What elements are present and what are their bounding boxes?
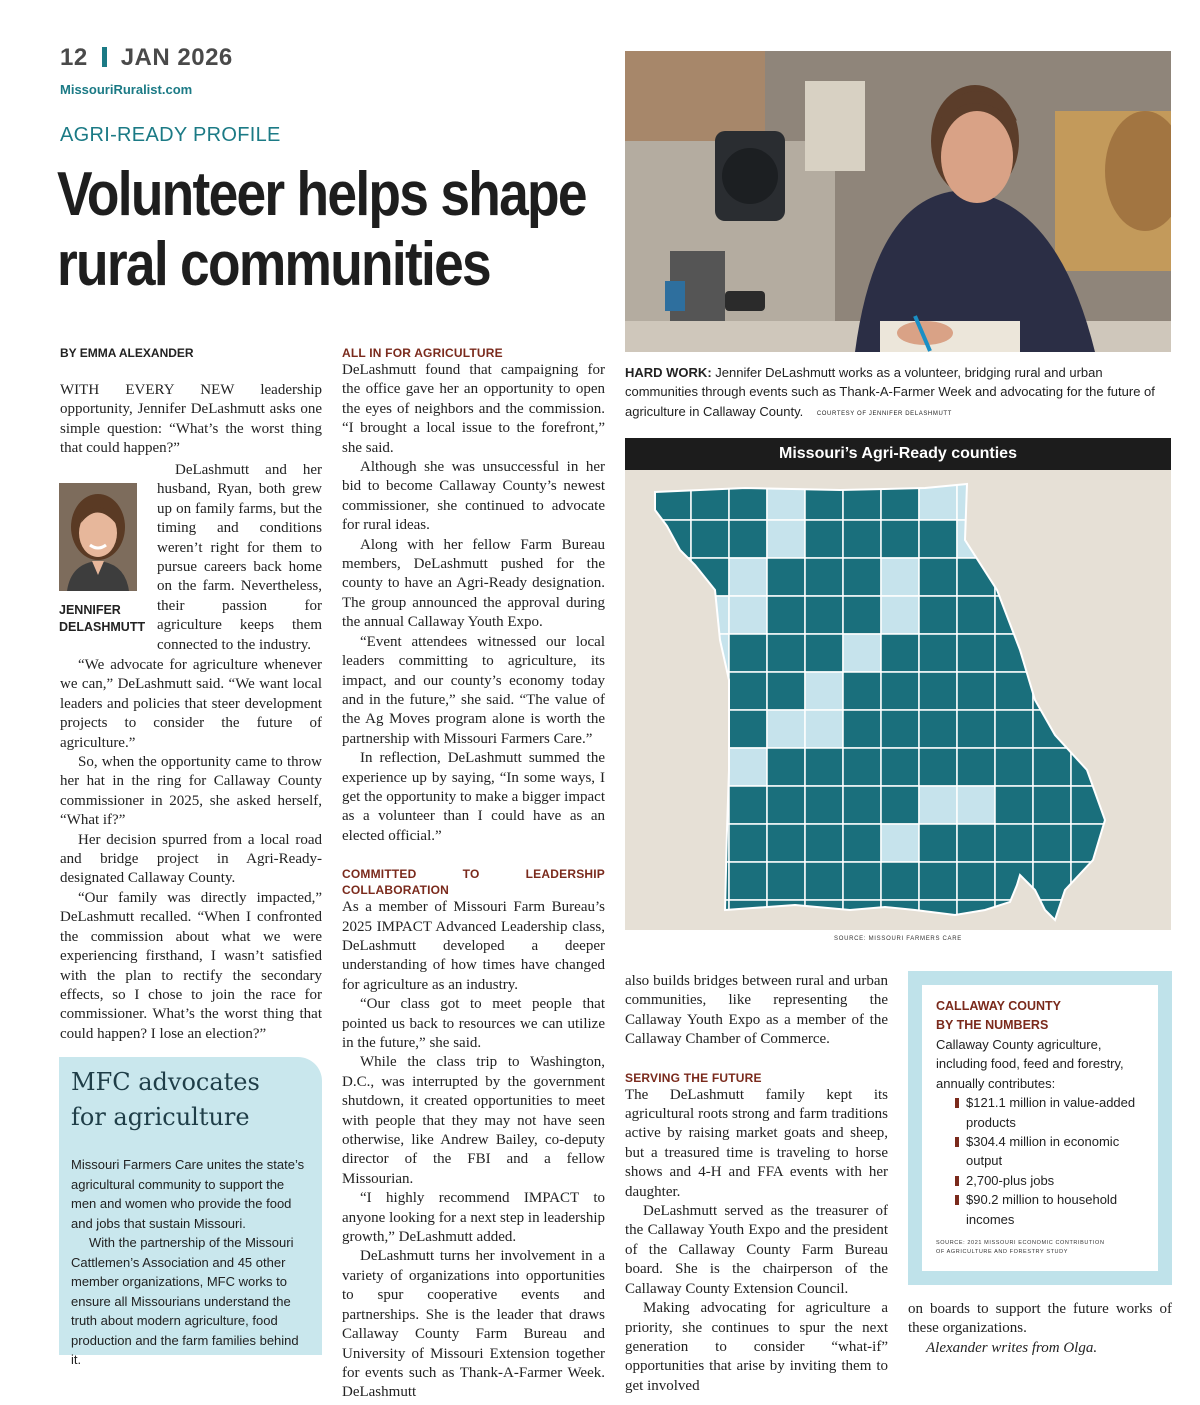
numbers-item — [936, 1132, 1146, 1171]
numbers-source-line-1: SOURCE: 2021 MISSOURI ECONOMIC CONTRIBUTION — [936, 1240, 1105, 1247]
numbers-intro: Callaway County agriculture, including food, feed and forestry, annually contributes: — [936, 1037, 1124, 1091]
article-column-1-wrap — [157, 461, 322, 655]
byline: BY EMMA ALEXANDER — [60, 346, 194, 360]
county-other — [995, 520, 1033, 558]
numbers-item-text: $304.4 million in economic output — [966, 1134, 1120, 1169]
county-agri-ready — [691, 862, 729, 900]
bullet-icon — [955, 1098, 959, 1108]
county-agri-ready — [691, 900, 729, 930]
feature-photo — [625, 51, 1171, 352]
caption-text: Jennifer DeLashmutt works as a volunteer, bridging rural and urban communities through events such as Thank-A-Farmer Week and advocating for the future of agriculture in Callaway County. — [625, 365, 1155, 419]
county-agri-ready — [843, 900, 881, 930]
missouri-map — [625, 470, 1171, 930]
county-agri-ready — [1033, 900, 1071, 930]
county-agri-ready — [767, 672, 805, 710]
county-other — [805, 672, 843, 710]
county-other — [843, 634, 881, 672]
county-agri-ready — [843, 672, 881, 710]
paragraph: also builds bridges between rural and urban communities, like representing the Callaway Youth Expo as a member of the Callaway Chamber of Commerce. — [625, 973, 888, 1048]
agri-ready-map — [625, 438, 1171, 930]
county-agri-ready — [805, 520, 843, 558]
county-agri-ready — [691, 520, 729, 558]
map-source: SOURCE: MISSOURI FARMERS CARE — [834, 936, 962, 942]
county-other — [881, 596, 919, 634]
headshot-photo — [59, 483, 137, 591]
county-agri-ready — [995, 710, 1033, 748]
county-agri-ready — [957, 900, 995, 930]
county-agri-ready — [843, 520, 881, 558]
photo-caption — [625, 363, 1171, 424]
paragraph: “We advocate for agriculture whenever we can,” DeLashmutt said. “We want local leaders and policies that steer development projects to consider the future of agriculture.” — [60, 657, 322, 751]
county-agri-ready — [767, 862, 805, 900]
county-agri-ready — [653, 672, 691, 710]
county-agri-ready — [843, 786, 881, 824]
county-agri-ready — [767, 558, 805, 596]
county-agri-ready — [881, 710, 919, 748]
county-agri-ready — [653, 900, 691, 930]
numbers-list — [936, 1093, 1146, 1229]
county-agri-ready — [1071, 634, 1109, 672]
county-agri-ready — [691, 482, 729, 520]
county-agri-ready — [995, 748, 1033, 786]
county-agri-ready — [805, 482, 843, 520]
county-agri-ready — [843, 824, 881, 862]
paragraph: Although she was unsuccessful in her bid to become Callaway County’s newest commissioner, she continued to advocate for rural ideas. — [342, 459, 605, 534]
county-agri-ready — [919, 672, 957, 710]
county-agri-ready — [1071, 596, 1109, 634]
county-agri-ready — [729, 900, 767, 930]
county-agri-ready — [805, 900, 843, 930]
county-other — [957, 482, 995, 520]
county-agri-ready — [1071, 520, 1109, 558]
sidebar-title — [71, 1065, 310, 1135]
county-agri-ready — [881, 634, 919, 672]
county-other — [729, 748, 767, 786]
county-agri-ready — [1033, 786, 1071, 824]
photo-credit: COURTESY OF JENNIFER DELASHMUTT — [816, 410, 952, 417]
county-agri-ready — [653, 634, 691, 672]
numbers-item-text: $90.2 million to household incomes — [966, 1192, 1118, 1227]
county-agri-ready — [691, 672, 729, 710]
paragraph: DeLashmutt turns her involvement in a variety of organizations into opportunities to spur cooperative events and partnerships. She is the leader that draws Callaway County Farm Bureau and University of Missouri Extension together for events such as Thank-A-Farmer Week. DeLashmutt — [342, 1248, 605, 1401]
county-agri-ready — [919, 748, 957, 786]
county-agri-ready — [729, 634, 767, 672]
paragraph: DeLashmutt served as the treasurer of the Callaway Youth Expo and the president of the Callaway County Farm Bureau board. She is the chairperson of the Callaway County Extension Council. — [625, 1203, 888, 1297]
county-agri-ready — [653, 558, 691, 596]
numbers-item — [936, 1190, 1146, 1229]
county-agri-ready — [995, 634, 1033, 672]
headshot-name-last: DELASHMUTT — [59, 620, 146, 634]
county-agri-ready — [767, 824, 805, 862]
county-agri-ready — [805, 596, 843, 634]
county-agri-ready — [653, 824, 691, 862]
author-signoff: Alexander writes from Olga. — [926, 1339, 1098, 1356]
county-agri-ready — [843, 748, 881, 786]
county-agri-ready — [1071, 710, 1109, 748]
county-agri-ready — [843, 862, 881, 900]
numbers-box — [908, 971, 1172, 1285]
county-agri-ready — [691, 558, 729, 596]
county-other — [1033, 634, 1071, 672]
numbers-item-text: $121.1 million in value-added products — [966, 1095, 1136, 1130]
numbers-panel — [922, 985, 1158, 1271]
county-agri-ready — [691, 748, 729, 786]
county-agri-ready — [1033, 520, 1071, 558]
sidebar-paragraph: With the partnership of the Missouri Cattlemen’s Association and 45 other member organizations, MFC works to ensure all Missourians understand the truth about modern agriculture, food production and the farm families behind it. — [71, 1235, 299, 1367]
county-agri-ready — [691, 786, 729, 824]
paragraph: “Our family was directly impacted,” DeLashmutt recalled. “When I confronted the commission about what we were experiencing firsthand, I wasn’t satisfied with the plan to rectify the secondary effects, so I chose to join the race for commissioner. What’s the worst thing that could happen? I lose an election?” — [60, 889, 322, 1042]
map-title: Missouri’s Agri-Ready counties — [625, 438, 1171, 470]
county-other — [1071, 672, 1109, 710]
caption-lead: HARD WORK: — [625, 365, 712, 380]
paragraph: While the class trip to Washington, D.C., was interrupted by the government shutdown, it created opportunities to meet with people that they may not have seen otherwise, like Andrew Bailey, co-deputy director of the FBI and a fellow Missourian. — [342, 1054, 605, 1187]
county-agri-ready — [881, 520, 919, 558]
county-agri-ready — [805, 824, 843, 862]
county-agri-ready — [881, 786, 919, 824]
county-agri-ready — [919, 862, 957, 900]
sidebar-body — [71, 1155, 310, 1370]
bullet-icon — [955, 1195, 959, 1205]
county-agri-ready — [805, 862, 843, 900]
county-agri-ready — [1071, 824, 1109, 862]
sidebar-title-line-1: MFC advocates — [71, 1068, 260, 1096]
lead-paragraph: WITH EVERY NEW leadership opportunity, Jennifer DeLashmutt asks one simple question: “What’s the worst thing that could happen?” — [60, 382, 322, 457]
county-agri-ready — [767, 786, 805, 824]
sidebar-title-line-2: for agriculture — [71, 1103, 250, 1131]
paragraph: on boards to support the future works of these organizations. — [908, 1301, 1172, 1337]
paragraph: “Event attendees witnessed our local leaders committing to agriculture, its impact, and our county’s economy today and in the future,” she said. “The value of the Ag Moves program alone is worth the partnership with Missouri Farmers Care.” — [342, 633, 605, 747]
county-agri-ready — [843, 710, 881, 748]
county-agri-ready — [729, 786, 767, 824]
county-agri-ready — [729, 520, 767, 558]
subhead-leadership: COMMITTED TO LEADERSHIP COLLABORATION — [342, 867, 605, 898]
paragraph: Making advocating for agriculture a priority, she continues to spur the next generation to consider “what-if” opportunities that arise by inviting them to get involved — [625, 1300, 888, 1394]
paragraph: DeLashmutt and her husband, Ryan, both grew up on family farms, but the timing and conditions weren’t right for them to pursue careers back home on the farm. Nevertheless, their passion for agriculture keeps them connected to the industry. — [157, 462, 322, 653]
county-agri-ready — [767, 748, 805, 786]
county-agri-ready — [1071, 786, 1109, 824]
county-agri-ready — [995, 558, 1033, 596]
county-other — [957, 520, 995, 558]
county-agri-ready — [881, 748, 919, 786]
county-agri-ready — [691, 710, 729, 748]
site-url: MissouriRuralist.com — [60, 82, 193, 97]
county-agri-ready — [767, 634, 805, 672]
county-agri-ready — [957, 824, 995, 862]
page-number: 12 — [60, 44, 88, 71]
bullet-icon — [955, 1176, 959, 1186]
numbers-item — [936, 1093, 1146, 1132]
county-agri-ready — [995, 824, 1033, 862]
county-other — [1033, 558, 1071, 596]
county-agri-ready — [653, 862, 691, 900]
paragraph: DeLashmutt found that campaigning for the office gave her an opportunity to open the eyes of neighbors and the commission. “I brought a local issue to the forefront,” she said. — [342, 362, 605, 456]
county-other — [881, 558, 919, 596]
county-agri-ready — [957, 710, 995, 748]
county-agri-ready — [843, 558, 881, 596]
subhead-serving: SERVING THE FUTURE — [625, 1070, 762, 1085]
county-other — [767, 710, 805, 748]
headshot-name-first: JENNIFER — [59, 603, 121, 617]
county-agri-ready — [919, 558, 957, 596]
county-agri-ready — [805, 786, 843, 824]
county-agri-ready — [1033, 672, 1071, 710]
numbers-source-line-2: OF AGRICULTURE AND FORESTRY STUDY — [936, 1249, 1068, 1256]
paragraph: So, when the opportunity came to throw her hat in the ring for Callaway County commissioner in 2025, she asked herself, “What if?” — [60, 754, 322, 829]
county-agri-ready — [1071, 482, 1109, 520]
subhead-all-in: ALL IN FOR AGRICULTURE — [342, 346, 503, 360]
county-agri-ready — [957, 748, 995, 786]
county-agri-ready — [919, 634, 957, 672]
headline — [57, 160, 586, 300]
county-agri-ready — [1071, 862, 1109, 900]
county-agri-ready — [919, 824, 957, 862]
county-other — [1033, 596, 1071, 634]
county-agri-ready — [1033, 862, 1071, 900]
county-agri-ready — [653, 710, 691, 748]
county-agri-ready — [881, 900, 919, 930]
paragraph: In reflection, DeLashmutt summed the experience up by saying, “In some ways, I get the opportunity to make a bigger impact as a volunteer than I could have as an elected official.” — [342, 750, 605, 844]
county-agri-ready — [919, 520, 957, 558]
headshot-caption — [59, 602, 151, 636]
bullet-icon — [955, 1137, 959, 1147]
county-agri-ready — [729, 824, 767, 862]
county-agri-ready — [843, 596, 881, 634]
county-agri-ready — [653, 520, 691, 558]
folio-divider — [102, 47, 107, 67]
county-agri-ready — [995, 482, 1033, 520]
paragraph: “I highly recommend IMPACT to anyone looking for a next step in leadership growth,” DeLashmutt added. — [342, 1190, 605, 1246]
article-column-3 — [625, 972, 888, 1396]
section-kicker: AGRI-READY PROFILE — [60, 124, 281, 146]
county-agri-ready — [691, 824, 729, 862]
article-column-1-top — [60, 381, 322, 459]
paragraph: The DeLashmutt family kept its agricultural roots strong and farm traditions active by raising market goats and sheep, but a treasured time is traveling to horse shows and 4-H and FFA events with her daughter. — [625, 1086, 888, 1200]
county-agri-ready — [1033, 824, 1071, 862]
county-agri-ready — [881, 672, 919, 710]
numbers-item — [936, 1171, 1146, 1190]
numbers-title-line-1: CALLAWAY COUNTY — [936, 999, 1062, 1013]
numbers-title-line-2: BY THE NUMBERS — [936, 1018, 1049, 1032]
numbers-title — [936, 997, 1146, 1035]
article-column-1-bottom — [60, 656, 322, 1044]
headline-line-1: Volunteer helps shape — [57, 160, 586, 229]
county-other — [919, 786, 957, 824]
county-other — [805, 710, 843, 748]
county-agri-ready — [805, 748, 843, 786]
page-folio — [60, 44, 233, 72]
county-other — [729, 558, 767, 596]
county-other — [729, 596, 767, 634]
article-column-4 — [908, 1300, 1172, 1358]
county-agri-ready — [919, 710, 957, 748]
paragraph: “Our class got to meet people that pointed us back to resources we can utilize in the future,” she said. — [342, 996, 605, 1051]
paragraph: Her decision spurred from a local road and bridge project in Agri-Ready-designated Callaway County. — [60, 831, 322, 887]
county-agri-ready — [957, 596, 995, 634]
county-agri-ready — [919, 596, 957, 634]
county-agri-ready — [653, 786, 691, 824]
county-agri-ready — [957, 672, 995, 710]
headline-line-2: rural communities — [57, 230, 490, 299]
county-agri-ready — [881, 862, 919, 900]
county-agri-ready — [1033, 748, 1071, 786]
county-agri-ready — [729, 672, 767, 710]
article-column-2 — [342, 345, 605, 1403]
county-other — [767, 520, 805, 558]
county-agri-ready — [1033, 482, 1071, 520]
numbers-item-text: 2,700-plus jobs — [966, 1172, 1055, 1188]
county-other — [691, 596, 729, 634]
paragraph: Along with her fellow Farm Bureau members, DeLashmutt pushed for the county to have an Agri-Ready designation. The group announced the approval during the annual Callaway Youth Expo. — [342, 536, 605, 631]
sidebar-paragraph: Missouri Farmers Care unites the state’s agricultural community to support the men and women who provide the food and jobs that sustain Missouri. — [71, 1157, 305, 1231]
county-other — [957, 786, 995, 824]
county-agri-ready — [957, 634, 995, 672]
county-agri-ready — [995, 786, 1033, 824]
county-agri-ready — [653, 748, 691, 786]
county-agri-ready — [653, 596, 691, 634]
issue-date: JAN 2026 — [120, 44, 233, 71]
paragraph: As a member of Missouri Farm Bureau’s 2025 IMPACT Advanced Leadership class, DeLashmutt developed a deeper understanding of how times have changed for agriculture as an industry. — [342, 899, 605, 993]
county-agri-ready — [1071, 558, 1109, 596]
county-agri-ready — [729, 710, 767, 748]
county-agri-ready — [805, 558, 843, 596]
county-agri-ready — [729, 862, 767, 900]
county-agri-ready — [843, 482, 881, 520]
county-agri-ready — [767, 596, 805, 634]
county-agri-ready — [805, 634, 843, 672]
numbers-source — [936, 1239, 1146, 1257]
county-agri-ready — [1071, 900, 1109, 930]
county-agri-ready — [957, 862, 995, 900]
mfc-sidebar — [59, 1057, 322, 1367]
county-other — [881, 824, 919, 862]
